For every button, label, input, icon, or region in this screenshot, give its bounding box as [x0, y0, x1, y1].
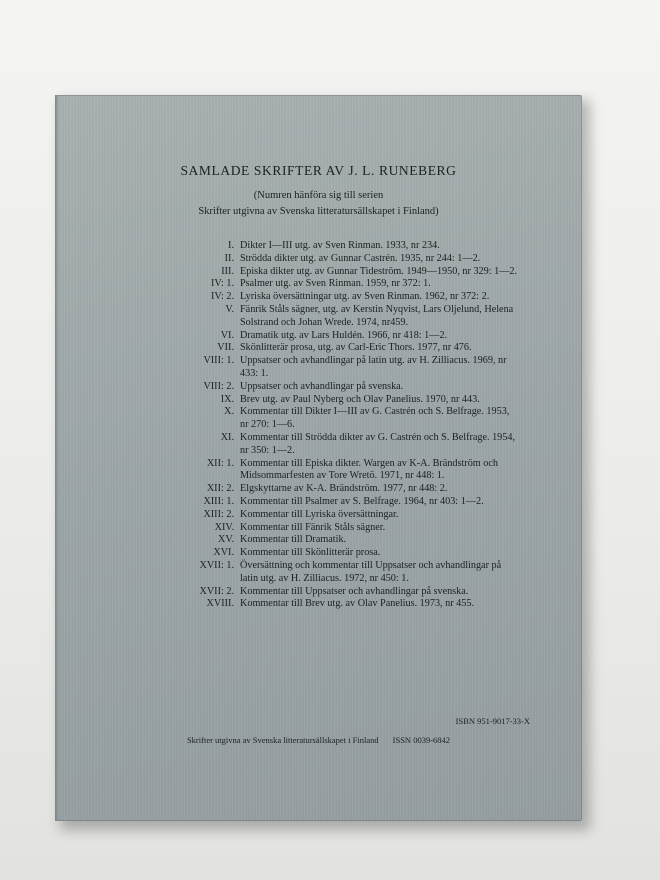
volume-description: Uppsatser och avhandlingar på latin utg. av H. Zilliacus. 1969, nr 433: 1. — [240, 355, 507, 379]
volume-number: XIII: 1. — [203, 495, 234, 507]
list-item — [190, 483, 520, 496]
volume-number: X. — [224, 406, 234, 418]
volume-description: Dikter I—III utg. av Sven Rinman. 1933, nr 234. — [240, 240, 440, 251]
volume-description: Översättning och kommentar till Uppsatser och avhandlingar på latin utg. av H. Zilliacus. 1972, nr 450: 1. — [240, 559, 502, 584]
list-item — [190, 304, 520, 330]
footer-series: Skrifter utgivna av Svenska litteratursällskapet i Finland — [186, 735, 379, 745]
volume-description: Kommentar till Dikter I—III av G. Castrén och S. Belfrage. 1953, nr 270: 1—6. — [240, 406, 510, 431]
volume-description: Kommentar till Psalmer av S. Belfrage. 1964, nr 403: 1—2. — [240, 495, 484, 507]
volume-description: Dramatik utg. av Lars Huldén. 1966, nr 418: 1—2. — [240, 329, 448, 341]
list-item — [190, 560, 520, 586]
list-item — [190, 458, 520, 484]
volume-description: Kommentar till Episka dikter. Wargen av K-A. Brändström och Midsommarfesten av Tore Wretö. 1971, nr 448: 1. — [240, 457, 498, 482]
volume-number: XV. — [218, 534, 234, 546]
list-item — [190, 278, 520, 291]
list-item — [190, 342, 520, 355]
list-item — [190, 509, 520, 522]
list-item — [190, 547, 520, 560]
book-back-cover — [55, 95, 582, 821]
list-item — [190, 496, 520, 509]
volume-number: VI. — [220, 329, 234, 341]
list-item — [190, 598, 520, 611]
list-item — [190, 394, 520, 407]
list-item — [190, 240, 520, 253]
list-item — [190, 330, 520, 343]
works-list — [190, 240, 520, 611]
volume-number: IV: 1. — [210, 278, 234, 290]
cover-subtitle-line-1: (Numren hänföra sig till serien — [253, 190, 384, 201]
list-item — [190, 534, 520, 547]
volume-description: Skönlitterär prosa, utg. av Carl-Eric Thors. 1977, nr 476. — [240, 342, 472, 354]
volume-number: XII: 2. — [206, 483, 234, 495]
cover-edge — [55, 95, 59, 821]
volume-description: Kommentar till Skönlitterär prosa. — [240, 547, 381, 559]
volume-number: XVI. — [213, 547, 234, 559]
volume-description: Elgskyttarne av K-A. Brändström. 1977, nr 448: 2. — [240, 483, 448, 495]
volume-description: Kommentar till Strödda dikter av G. Castrén och S. Belfrage. 1954, nr 350: 1—2. — [240, 431, 516, 456]
series-footer — [55, 735, 582, 745]
volume-description: Lyriska översättningar utg. av Sven Rinman. 1962, nr 372: 2. — [240, 291, 490, 303]
volume-description: Fänrik Ståls sägner, utg. av Kerstin Nyqvist, Lars Oljelund, Helena Solstrand och Johan Wrede. 1974, nr459. — [240, 303, 514, 328]
list-item — [190, 522, 520, 535]
volume-number: II. — [224, 252, 234, 264]
volume-description: Kommentar till Uppsatser och avhandlingar på svenska. — [240, 585, 469, 597]
volume-description: Brev utg. av Paul Nyberg och Olav Panelius. 1970, nr 443. — [240, 393, 480, 405]
volume-description: Episka dikter utg. av Gunnar Tideström. 1949—1950, nr 329: 1—2. — [240, 265, 518, 277]
list-item — [190, 291, 520, 304]
list-item — [190, 432, 520, 458]
volume-description: Kommentar till Brev utg. av Olav Panelius. 1973, nr 455. — [240, 598, 474, 610]
cover-title: SAMLADE SKRIFTER AV J. L. RUNEBERG — [180, 163, 457, 178]
volume-number: VIII: 2. — [203, 380, 234, 392]
volume-number: XVII: 2. — [199, 585, 234, 597]
volume-number: I. — [228, 240, 234, 251]
volume-number: XVII: 1. — [199, 559, 234, 571]
volume-description: Uppsatser och avhandlingar på svenska. — [240, 380, 404, 392]
volume-number: XVIII. — [206, 598, 234, 610]
volume-number: III. — [221, 265, 234, 277]
list-item — [190, 586, 520, 599]
volume-description: Psalmer utg. av Sven Rinman. 1959, nr 372: 1. — [240, 278, 431, 290]
volume-description: Kommentar till Dramatik. — [240, 534, 347, 546]
footer-issn: ISSN 0039-6842 — [392, 735, 451, 745]
list-item — [190, 381, 520, 394]
volume-number: V. — [225, 303, 234, 315]
volume-number: XIII: 2. — [203, 508, 234, 520]
volume-number: VIII: 1. — [203, 355, 234, 367]
list-item — [190, 355, 520, 381]
volume-description: Kommentar till Lyriska översättningar. — [240, 508, 399, 520]
volume-number: VII. — [217, 342, 234, 354]
volume-number: XIV. — [214, 521, 234, 533]
volume-number: XI. — [220, 431, 234, 443]
list-item — [190, 406, 520, 432]
volume-number: XII: 1. — [206, 457, 234, 469]
volume-number: IV: 2. — [210, 291, 234, 303]
list-item — [190, 253, 520, 266]
volume-description: Kommentar till Fänrik Ståls sägner. — [240, 521, 386, 533]
volume-description: Strödda dikter utg. av Gunnar Castrén. 1935, nr 244: 1—2. — [240, 252, 481, 264]
cover-subtitle-line-2: Skrifter utgivna av Svenska litteratursällskapet i Finland) — [198, 206, 439, 217]
volume-number: IX. — [220, 393, 234, 405]
isbn: ISBN 951-9017-33-X — [455, 716, 530, 726]
list-item — [190, 266, 520, 279]
